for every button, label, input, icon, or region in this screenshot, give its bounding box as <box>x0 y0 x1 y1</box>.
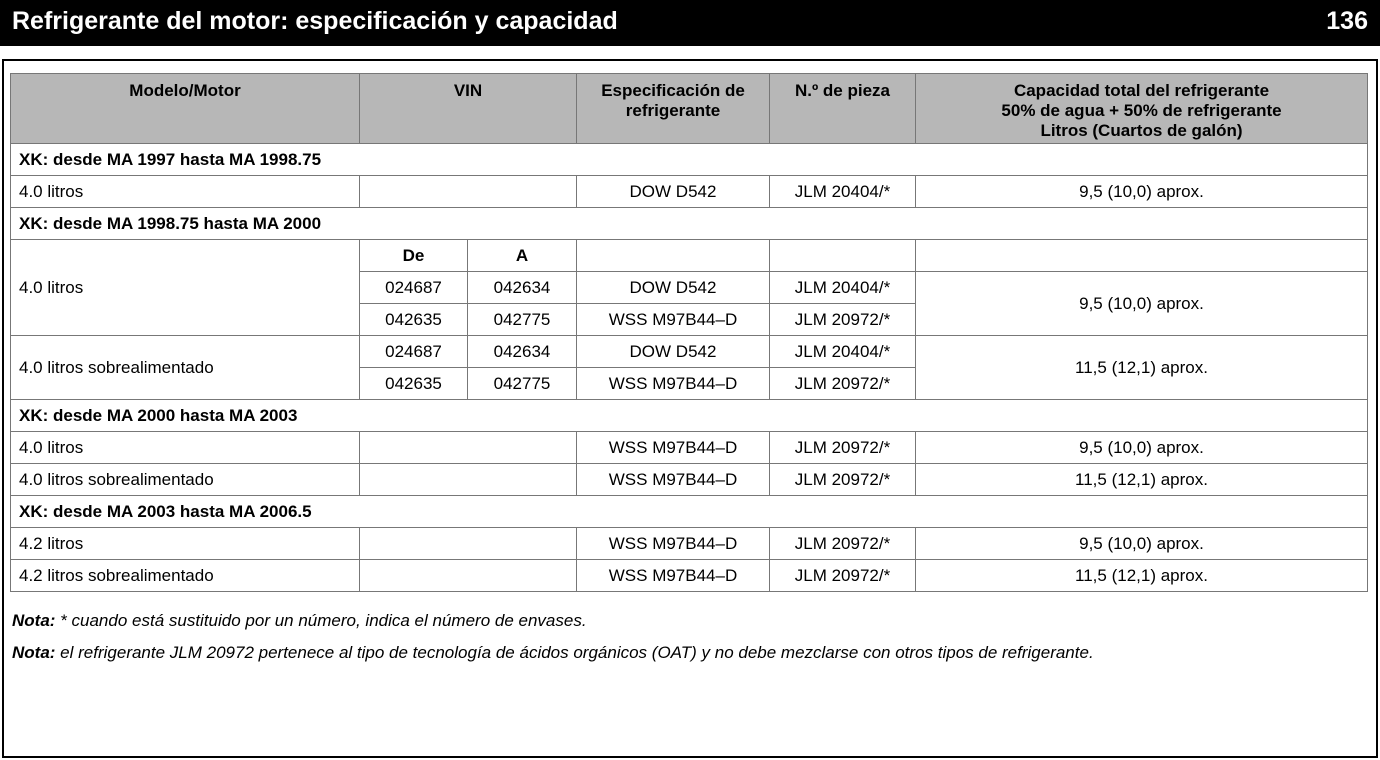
cell-part: JLM 20972/* <box>770 368 916 400</box>
cell-vin <box>360 176 577 208</box>
cell-vin-to: 042775 <box>468 368 577 400</box>
table-row <box>11 528 1368 560</box>
table-row <box>11 176 1368 208</box>
cell-capacity: 9,5 (10,0) aprox. <box>916 432 1368 464</box>
cell-spec <box>577 240 770 272</box>
cell-spec: DOW D542 <box>577 176 770 208</box>
header-spec: Especificación de refrigerante <box>577 74 770 144</box>
cell-part: JLM 20404/* <box>770 336 916 368</box>
cell-capacity: 9,5 (10,0) aprox. <box>916 272 1368 336</box>
cell-part: JLM 20972/* <box>770 528 916 560</box>
cell-model: 4.2 litros sobrealimentado <box>11 560 360 592</box>
table-row <box>11 464 1368 496</box>
note <box>12 643 1094 663</box>
header-capacity-line3: Litros (Cuartos de galón) <box>1040 121 1243 140</box>
cell-spec: WSS M97B44–D <box>577 560 770 592</box>
page-header <box>0 0 1380 46</box>
page-title: Refrigerante del motor: especificación y capacidad <box>12 7 618 35</box>
header-capacity <box>916 74 1368 144</box>
note-text: * cuando está sustituido por un número, indica el número de envases. <box>55 611 587 630</box>
cell-model: 4.2 litros <box>11 528 360 560</box>
cell-vin-to: 042775 <box>468 304 577 336</box>
vin-to-header: A <box>468 240 577 272</box>
cell-model: 4.0 litros <box>11 432 360 464</box>
cell-vin-from: 024687 <box>360 272 468 304</box>
coolant-spec-table <box>10 73 1368 592</box>
cell-vin <box>360 560 577 592</box>
section-title: XK: desde MA 2003 hasta MA 2006.5 <box>11 496 1368 528</box>
cell-capacity: 11,5 (12,1) aprox. <box>916 464 1368 496</box>
cell-vin <box>360 528 577 560</box>
table-row <box>11 240 1368 272</box>
cell-capacity: 11,5 (12,1) aprox. <box>916 336 1368 400</box>
cell-spec: WSS M97B44–D <box>577 368 770 400</box>
section-row <box>11 400 1368 432</box>
cell-capacity: 9,5 (10,0) aprox. <box>916 528 1368 560</box>
cell-part <box>770 240 916 272</box>
cell-spec: WSS M97B44–D <box>577 528 770 560</box>
header-capacity-line1: Capacidad total del refrigerante <box>1013 81 1270 100</box>
section-row <box>11 496 1368 528</box>
cell-model: 4.0 litros sobrealimentado <box>11 464 360 496</box>
header-model: Modelo/Motor <box>11 74 360 144</box>
header-vin: VIN <box>360 74 577 144</box>
note-label: Nota: <box>12 611 56 630</box>
cell-model: 4.0 litros <box>11 240 360 336</box>
cell-part: JLM 20972/* <box>770 304 916 336</box>
section-row <box>11 144 1368 176</box>
section-title: XK: desde MA 1997 hasta MA 1998.75 <box>11 144 1368 176</box>
table-row <box>11 432 1368 464</box>
cell-capacity <box>916 240 1368 272</box>
cell-vin-to: 042634 <box>468 336 577 368</box>
cell-spec: DOW D542 <box>577 336 770 368</box>
cell-capacity: 9,5 (10,0) aprox. <box>916 176 1368 208</box>
page-number: 136 <box>1326 7 1368 35</box>
cell-spec: DOW D542 <box>577 272 770 304</box>
cell-part: JLM 20404/* <box>770 176 916 208</box>
cell-part: JLM 20972/* <box>770 464 916 496</box>
header-capacity-line2: 50% de agua + 50% de refrigerante <box>1001 101 1282 120</box>
section-title: XK: desde MA 2000 hasta MA 2003 <box>11 400 1368 432</box>
cell-model: 4.0 litros <box>11 176 360 208</box>
vin-from-header: De <box>360 240 468 272</box>
cell-part: JLM 20404/* <box>770 272 916 304</box>
table-row <box>11 560 1368 592</box>
cell-model: 4.0 litros sobrealimentado <box>11 336 360 400</box>
cell-spec: WSS M97B44–D <box>577 464 770 496</box>
note <box>12 611 1094 631</box>
cell-vin <box>360 464 577 496</box>
note-text: el refrigerante JLM 20972 pertenece al tipo de tecnología de ácidos orgánicos (OAT) y no debe mezclarse con otros tipos de refrigerante. <box>55 643 1094 662</box>
cell-vin-from: 024687 <box>360 336 468 368</box>
cell-capacity: 11,5 (12,1) aprox. <box>916 560 1368 592</box>
section-title: XK: desde MA 1998.75 hasta MA 2000 <box>11 208 1368 240</box>
header-part: N.º de pieza <box>770 74 916 144</box>
note-label: Nota: <box>12 643 56 662</box>
cell-vin <box>360 432 577 464</box>
table-row <box>11 336 1368 368</box>
section-row <box>11 208 1368 240</box>
cell-spec: WSS M97B44–D <box>577 304 770 336</box>
cell-vin-to: 042634 <box>468 272 577 304</box>
cell-part: JLM 20972/* <box>770 560 916 592</box>
table-header-row <box>11 74 1368 144</box>
cell-part: JLM 20972/* <box>770 432 916 464</box>
cell-spec: WSS M97B44–D <box>577 432 770 464</box>
cell-vin-from: 042635 <box>360 304 468 336</box>
cell-vin-from: 042635 <box>360 368 468 400</box>
notes <box>12 611 1094 675</box>
